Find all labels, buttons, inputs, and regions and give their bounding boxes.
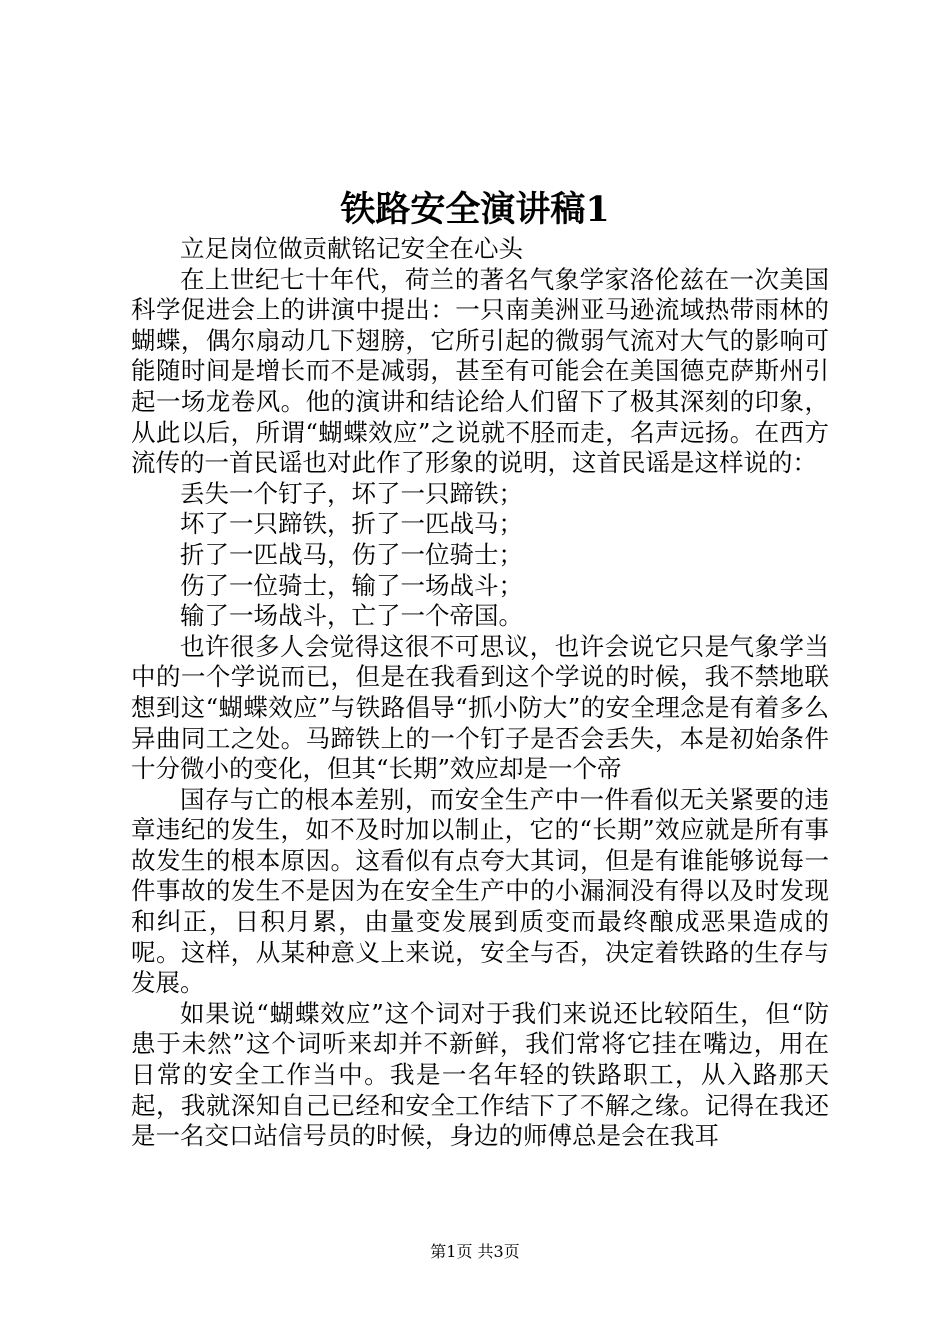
document-title: 铁路安全演讲稿1 <box>340 189 610 230</box>
body-paragraph: 国存与亡的根本差别，而安全生产中一件看似无关紧要的违章违纪的发生，如不及时加以制止，它的“长期”效应就是所有事故发生的根本原因。这看似有点夸大其词，但是有谁能够说每一件事故的发生不是因为在安全生产中的小漏洞没有得以及时发现和纠正，日积月累，由量变发展到质变而最终酿成恶果造成的呢。这样，从某种意义上来说，安全与否，决定着铁路的生存与发展。 <box>131 784 829 998</box>
verse-line: 丢失一个钉子，坏了一只蹄铁； <box>180 478 523 508</box>
body-paragraph: 如果说“蝴蝶效应”这个词对于我们来说还比较陌生，但“防患于未然”这个词听来却并不新鲜，我们常将它挂在嘴边，用在日常的安全工作当中。我是一名年轻的铁路职工，从入路那天起，我就深知自己已经和安全工作结下了不解之缘。记得在我还是一名交口站信号员的时候，身边的师傅总是会在我耳 <box>131 998 829 1151</box>
body-paragraph: 在上世纪七十年代，荷兰的著名气象学家洛伦兹在一次美国科学促进会上的讲演中提出：一只南美洲亚马逊流域热带雨林的蝴蝶，偶尔扇动几下翅膀，它所引起的微弱气流对大气的影响可能随时间是增长而不是减弱，甚至有可能会在美国德克萨斯州引起一场龙卷风。他的演讲和结论给人们留下了极其深刻的印象，从此以后，所谓“蝴蝶效应”之说就不胫而走，名声远扬。在西方流传的一首民谣也对此作了形象的说明，这首民谣是这样说的： <box>131 264 829 478</box>
verse-line: 坏了一只蹄铁，折了一匹战马； <box>180 509 523 539</box>
document-body <box>131 234 829 1152</box>
page-number-footer: 第1页 共3页 <box>430 1242 520 1261</box>
verse-line: 输了一场战斗，亡了一个帝国。 <box>180 601 523 631</box>
subtitle-paragraph: 立足岗位做贡献铭记安全在心头 <box>180 234 523 263</box>
verse-line: 伤了一位骑士，输了一场战斗； <box>180 570 523 600</box>
body-paragraph: 也许很多人会觉得这很不可思议，也许会说它只是气象学当中的一个学说而已，但是在我看到这个学说的时候，我不禁地联想到这“蝴蝶效应”与铁路倡导“抓小防大”的安全理念是有着多么异曲同工之处。马蹄铁上的一个钉子是否会丢失，本是初始条件十分微小的变化，但其“长期”效应却是一个帝 <box>131 631 829 784</box>
verse-line: 折了一匹战马，伤了一位骑士； <box>180 539 523 569</box>
